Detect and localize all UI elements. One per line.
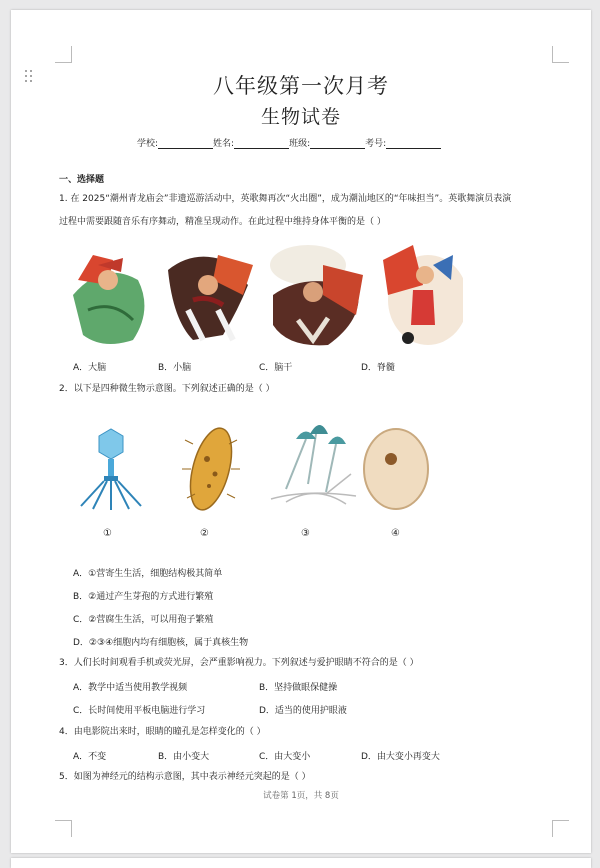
q2-option-b[interactable]: B．②通过产生芽孢的方式进行繁殖 (73, 592, 214, 602)
section-heading: 一、选择题 (59, 175, 105, 185)
q5-stem: 5．如图为神经元的结构示意图，其中表示神经元突起的是（ ） (59, 772, 311, 782)
exam-title: 八年级第一次月考 (213, 74, 389, 98)
q3-option-a[interactable]: A．教学中适当使用教学视频 (73, 683, 188, 693)
yingge-dancers-image (63, 240, 463, 352)
q2-option-d[interactable]: D．②③④细胞内均有细胞核，属于真核生物 (73, 638, 249, 648)
q4-option-b[interactable]: B．由小变大 (158, 752, 210, 762)
q4-option-a[interactable]: A．不变 (73, 752, 107, 762)
q3-stem: 3．人们长时间观看手机或荧光屏，会严重影响视力。下列叙述与爱护眼睛不符合的是（ ） (59, 658, 419, 668)
q2-option-c[interactable]: C．②营腐生生活，可以用孢子繁殖 (73, 615, 214, 625)
name-blank[interactable] (234, 139, 289, 149)
q4-stem: 4．由电影院出来时，眼睛的瞳孔是怎样变化的（ ） (59, 727, 266, 737)
page-footer: 试卷第 1页，共 8页 (263, 791, 339, 801)
q2-option-a[interactable]: A．①营寄生生活，细胞结构极其简单 (73, 569, 223, 579)
q2-stem: 2．以下是四种微生物示意图。下列叙述正确的是（ ） (59, 384, 275, 394)
q1-option-c[interactable]: C．脑干 (259, 363, 293, 373)
label-4: ④ (391, 528, 400, 539)
crop-mark-bottom-right (552, 820, 569, 837)
exam-subtitle: 生物试卷 (260, 106, 341, 128)
label-1: ① (103, 528, 112, 539)
school-blank[interactable] (158, 139, 213, 149)
mold-figure (271, 425, 356, 504)
q3-option-c[interactable]: C．长时间使用平板电脑进行学习 (73, 706, 206, 716)
crop-mark-top-right (552, 46, 569, 63)
q1-option-a[interactable]: A．大脑 (73, 363, 107, 373)
document-page (11, 10, 591, 853)
class-blank[interactable] (310, 139, 365, 149)
q3-option-d[interactable]: D．适当的使用护眼液 (259, 706, 347, 716)
class-label: 班级: (289, 139, 311, 149)
bacteriophage-figure (81, 429, 141, 510)
dancer-3-figure (270, 245, 363, 345)
q1-option-d[interactable]: D．脊髓 (361, 363, 395, 373)
next-page-edge (11, 858, 591, 868)
crop-mark-bottom-left (55, 820, 72, 837)
exam-no-label: 考号: (365, 139, 387, 149)
q1-stem-line2: 过程中需要跟随音乐有序舞动，精准呈现动作。在此过程中维持身体平衡的是（ ） (59, 217, 386, 227)
bacterium-figure (182, 424, 240, 514)
label-2: ② (200, 528, 209, 539)
crop-mark-top-left (55, 46, 72, 63)
dancer-2-figure (168, 255, 253, 340)
q3-option-b[interactable]: B．坚持做眼保健操 (259, 683, 338, 693)
school-label: 学校: (137, 139, 159, 149)
q1-stem-line1: 1. 在 2025“潮州青龙庙会”非遗巡游活动中，英歌舞再次“火出圈”，成为潮汕地区的“年味担当”。英歌舞演员表演 (59, 194, 512, 204)
dancer-1-figure (73, 255, 144, 344)
student-info-line (137, 136, 441, 149)
name-label: 姓名: (213, 139, 235, 149)
microorganisms-image (61, 414, 431, 514)
q4-option-d[interactable]: D．由大变小再变大 (361, 752, 440, 762)
q4-option-c[interactable]: C．由大变小 (259, 752, 311, 762)
label-3: ③ (301, 528, 310, 539)
dancer-4-figure (383, 245, 463, 345)
q1-option-b[interactable]: B．小脑 (158, 363, 192, 373)
exam-no-blank[interactable] (386, 139, 441, 149)
yeast-figure (364, 429, 428, 509)
